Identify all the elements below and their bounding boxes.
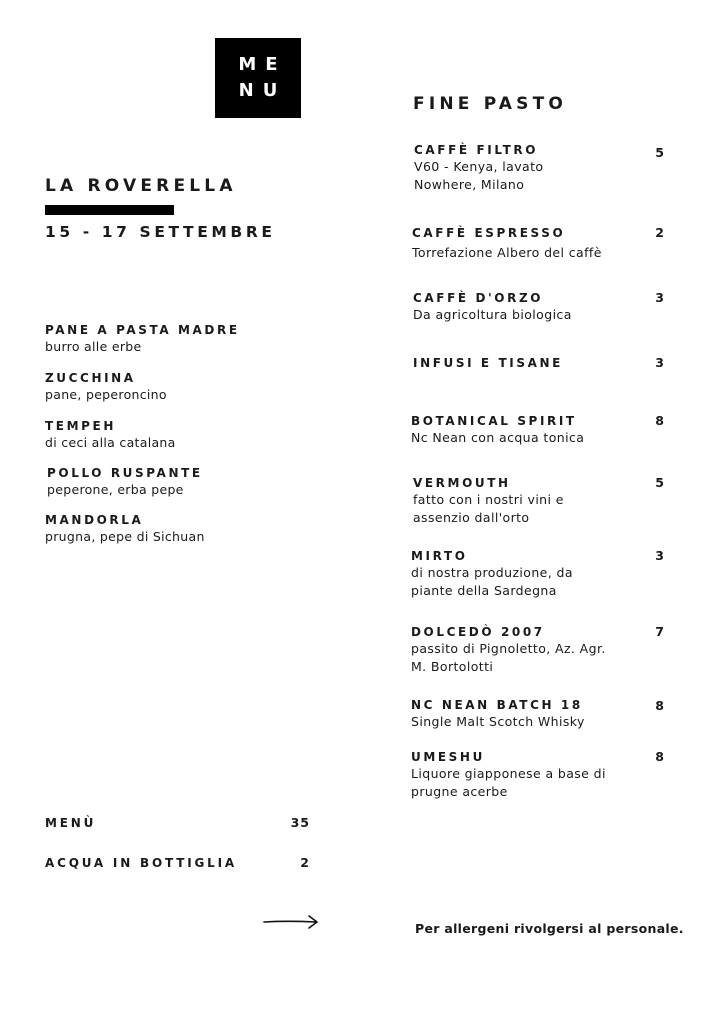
dish-name: TEMPEH (45, 419, 116, 433)
drink-item (411, 624, 606, 675)
logo-line-1: ME (238, 54, 287, 75)
drink-name: MIRTO (411, 549, 468, 563)
drink-item (413, 290, 572, 324)
dish-item (45, 512, 205, 545)
menu-price-value: 35 (290, 815, 310, 830)
drink-description: Liquore giapponese a base di (411, 766, 606, 781)
drink-description: fatto con i nostri vini e (413, 492, 564, 507)
arrow-right-icon (262, 911, 320, 937)
drink-item (411, 413, 584, 447)
drink-price: 8 (655, 698, 664, 713)
menu-logo (215, 38, 301, 118)
drink-item (411, 749, 606, 800)
dish-item (45, 370, 167, 403)
drink-name: INFUSI E TISANE (413, 356, 563, 370)
drink-description: piante della Sardegna (411, 582, 557, 598)
dish-description: prugna, pepe di Sichuan (45, 529, 205, 544)
drink-name: VERMOUTH (413, 476, 511, 490)
drink-description: assenzio dall'orto (413, 509, 530, 525)
dish-name: MANDORLA (45, 513, 144, 527)
drink-description: Nc Nean con acqua tonica (411, 430, 585, 445)
dish-description: pane, peperoncino (45, 387, 167, 402)
drink-name: CAFFÈ FILTRO (414, 143, 539, 157)
drink-name: CAFFÈ D'ORZO (413, 291, 544, 305)
drink-price: 5 (655, 145, 664, 160)
drink-description: M. Bortolotti (411, 658, 494, 674)
drink-description: Da agricoltura biologica (413, 307, 572, 322)
menu-price-label: MENÙ (45, 816, 97, 830)
drink-price: 3 (655, 548, 664, 563)
drink-name: DOLCEDÒ 2007 (411, 625, 545, 639)
drink-description: Torrefazione Albero del caffè (412, 245, 602, 260)
drink-description: Nowhere, Milano (414, 176, 525, 192)
logo-line-2: NU (238, 80, 287, 101)
drink-description: prugne acerbe (411, 783, 508, 799)
drink-price: 2 (655, 225, 664, 240)
drink-name: UMESHU (411, 750, 485, 764)
drink-name: BOTANICAL SPIRIT (411, 414, 577, 428)
dish-name: PANE A PASTA MADRE (45, 323, 240, 337)
dish-name: ZUCCHINA (45, 371, 136, 385)
drink-item (412, 225, 602, 262)
dish-item (45, 322, 240, 355)
dish-item (45, 418, 176, 451)
dish-name: POLLO RUSPANTE (47, 466, 203, 480)
dish-description: peperone, erba pepe (47, 482, 184, 497)
dish-description: di ceci alla catalana (45, 435, 176, 450)
restaurant-name: LA ROVERELLA (45, 176, 237, 196)
drink-price: 5 (655, 475, 664, 490)
drink-description: di nostra produzione, da (411, 565, 573, 580)
drink-price: 7 (655, 624, 664, 639)
allergen-note: Per allergeni rivolgersi al personale. (415, 921, 684, 936)
drink-description: V60 - Kenya, lavato (414, 159, 544, 174)
drink-item (413, 355, 563, 371)
drink-item (411, 697, 585, 731)
drink-price: 3 (655, 355, 664, 370)
drink-description: Single Malt Scotch Whisky (411, 714, 585, 729)
dish-description: burro alle erbe (45, 339, 142, 354)
drink-item (411, 548, 573, 599)
drink-price: 3 (655, 290, 664, 305)
water-price-value: 2 (300, 855, 310, 870)
dish-item (47, 465, 203, 498)
water-price-label: ACQUA IN BOTTIGLIA (45, 856, 237, 870)
event-dates: 15 - 17 SETTEMBRE (45, 223, 276, 241)
drink-name: NC NEAN BATCH 18 (411, 698, 583, 712)
drink-price: 8 (655, 413, 664, 428)
title-underline-bar (45, 205, 174, 215)
section-title-fine-pasto: FINE PASTO (413, 94, 568, 114)
drink-price: 8 (655, 749, 664, 764)
drink-name: CAFFÈ ESPRESSO (412, 226, 566, 240)
drink-item (413, 475, 564, 526)
drink-item (414, 142, 543, 193)
drink-description: passito di Pignoletto, Az. Agr. (411, 641, 606, 656)
